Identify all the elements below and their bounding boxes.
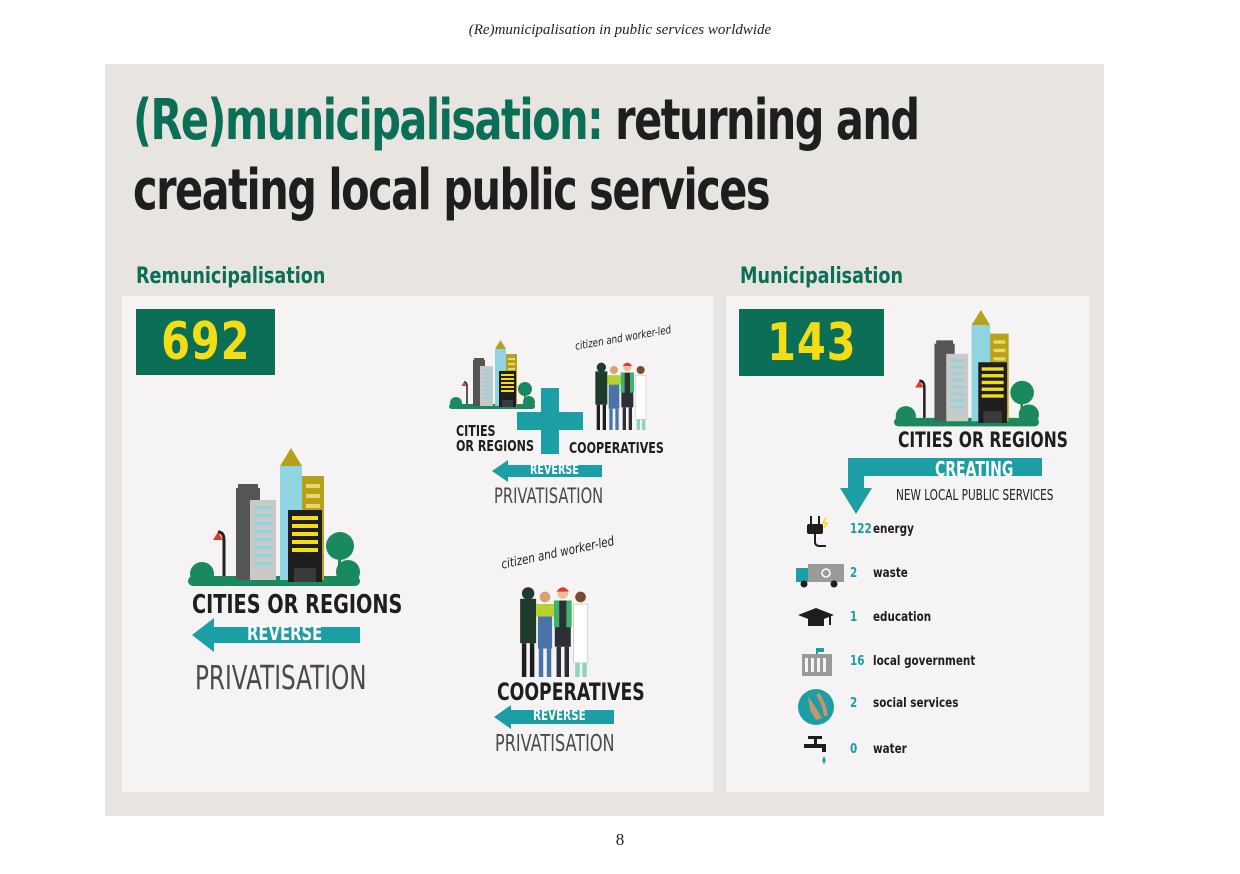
service-count: 2 (850, 566, 858, 581)
service-label: social services (873, 696, 959, 711)
running-header: (Re)municipalisation in public services worldwide (468, 22, 772, 38)
title-line2: creating local public services (133, 158, 770, 223)
hand-icon (796, 688, 836, 726)
remunicipalisation-count: 692 (136, 309, 275, 375)
service-label: waste (873, 566, 908, 581)
remunicipalisation-label: Remunicipalisation (136, 264, 326, 289)
city-icon (894, 310, 1039, 428)
service-row-education (796, 602, 1056, 636)
remunicipalisation-panel (122, 296, 713, 792)
service-label: education (873, 610, 932, 625)
coop-tagline: citizen and worker-led (500, 534, 616, 573)
service-count: 16 (850, 654, 865, 669)
coop-reverse-label: REVERSE (533, 708, 586, 724)
big-reverse-label: REVERSE (247, 621, 323, 645)
combo-tagline: citizen and worker-led (574, 323, 673, 353)
combo-reverse-label: REVERSE (530, 463, 579, 478)
title-rest-line1: returning and (602, 88, 919, 153)
big-privatisation: PRIVATISATION (195, 658, 367, 697)
combo-privatisation: PRIVATISATION (494, 484, 604, 508)
coop-caption: COOPERATIVES (497, 678, 645, 706)
coop-privatisation: PRIVATISATION (495, 731, 615, 757)
truck-icon (796, 558, 846, 592)
page-number: 8 (615, 830, 625, 849)
service-row-energy (796, 514, 1056, 548)
building-icon (796, 646, 836, 680)
tap-icon (796, 734, 836, 768)
big-cities-caption: CITIES OR REGIONS (192, 590, 403, 620)
municipalisation-panel (726, 296, 1089, 792)
service-count: 2 (850, 696, 858, 711)
municipalisation-count: 143 (739, 309, 884, 376)
service-row-local-government (796, 646, 1056, 680)
municipal-cities-caption: CITIES OR REGIONS (898, 428, 1068, 452)
workers-icon (509, 581, 597, 677)
infographic-poster (105, 64, 1104, 816)
workers-icon (584, 358, 656, 430)
poster-title (133, 86, 919, 226)
new-services-caption: NEW LOCAL PUBLIC SERVICES (896, 486, 1054, 504)
city-icon (188, 448, 360, 588)
service-label: local government (873, 654, 976, 669)
service-count: 1 (850, 610, 858, 625)
service-row-water (796, 734, 1056, 768)
municipalisation-label: Municipalisation (740, 264, 904, 289)
creating-label: CREATING (935, 457, 1014, 481)
service-row-social-services (796, 688, 1056, 722)
title-accent: (Re)municipalisation: (133, 88, 603, 153)
combo-cities-caption: CITIES OR REGIONS (456, 422, 534, 455)
service-count: 122 (850, 522, 872, 537)
service-label: energy (873, 522, 914, 537)
service-row-waste (796, 558, 1056, 592)
plug-icon (796, 514, 836, 548)
service-count: 0 (850, 742, 858, 757)
service-label: water (873, 742, 907, 757)
combo-cooperatives-caption: COOPERATIVES (569, 439, 664, 457)
graduation-cap-icon (796, 602, 836, 636)
